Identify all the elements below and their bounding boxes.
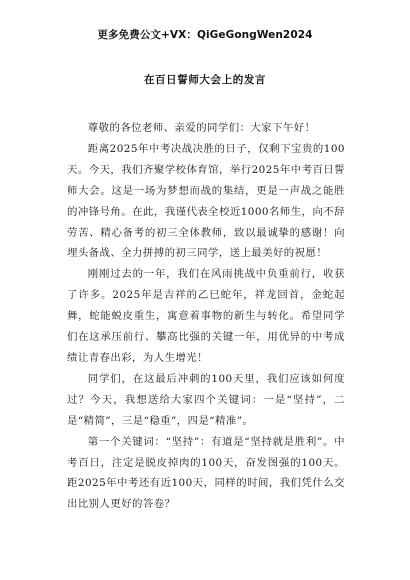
- paragraph-keywords: 同学们，在这最后冲刺的100天里，我们应该如何度过？今天，我想送给大家四个关键词：一是“坚持”，二是“精简”，三是“稳重”，四是“精准”。: [67, 372, 345, 427]
- document-body: [67, 118, 345, 515]
- paragraph-keyword-persist: 第一个关键词：“坚持”：有道是“坚持就是胜利”。中考百日，注定是脱皮掉肉的100天，奋发图强的100天。距2025年中考还有近100天，同样的时间，我们凭什么交出比别人更好的答卷？: [67, 435, 345, 511]
- watermark-header: 更多免费公文+VX：QiGeGongWen2024: [97, 29, 313, 41]
- document-title: 在百日誓师大会上的发言: [143, 74, 267, 86]
- paragraph-review: 刚刚过去的一年，我们在风雨挑战中负重前行，收获了许多。2025年是吉祥的乙巳蛇年，祥龙回首，金蛇起舞，蛇能蜕皮重生，寓意着事物的新生与转化。希望同学们在这承压前行、攀高比强的关键一年，用优异的中考成绩让青春出彩，为人生增光！: [67, 268, 345, 364]
- paragraph-opening: 距离2025年中考决战决胜的日子，仅剩下宝贵的100天。今天，我们齐聚学校体育馆，举行2025年中考百日誓师大会。这是一场为梦想而战的集结，更是一声战之能胜的冲锋号角。在此，我谨代表全校近1000名师生，向不辞劳苦、精心备考的初三全体教师，致以最诚挚的感谢！向埋头备战、全力拼搏的初三同学，送上最美好的祝愿！: [67, 142, 345, 260]
- paragraph-greeting: 尊敬的各位老师、亲爱的同学们：大家下午好！: [87, 122, 316, 134]
